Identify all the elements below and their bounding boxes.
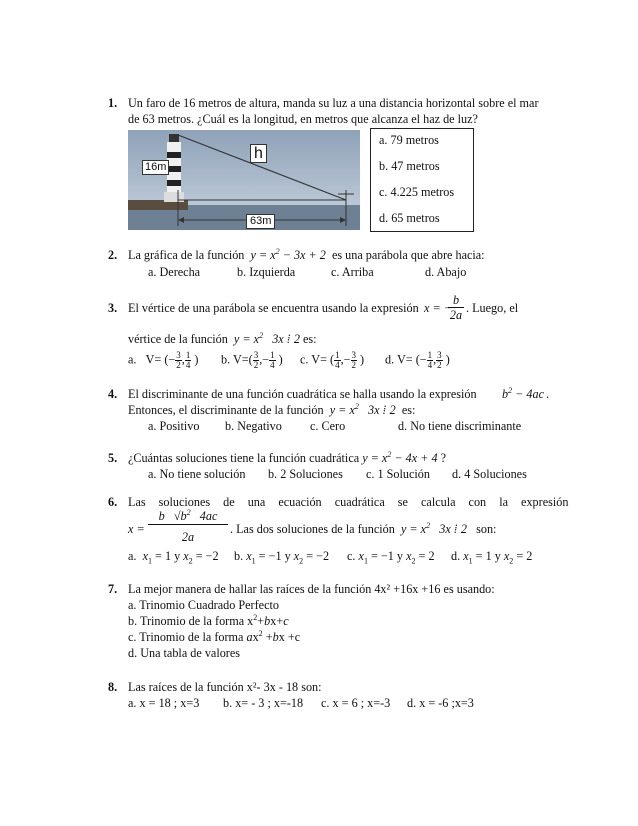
q5-option-b[interactable]: b. 2 Soluciones [268, 467, 343, 481]
q3-number: 3. [108, 301, 118, 315]
q8-option-b[interactable]: b. x= - 3 ; x=-18 [223, 696, 304, 710]
q1-option-a[interactable]: a. 79 metros [379, 133, 439, 147]
q5-option-d[interactable]: d. 4 Soluciones [452, 467, 527, 481]
q5-text-pre: ¿Cuántas soluciones tiene la función cuadrática [128, 451, 360, 465]
q5-number: 5. [108, 451, 118, 465]
q7-option-d[interactable]: d. Una tabla de valores [128, 646, 241, 660]
q3-frac-den: 2a [449, 308, 463, 322]
q6-option-d[interactable]: d. $x_1 = 1$ y $x_2 = 2$ [451, 549, 533, 566]
q6-formula-x: x = [128, 522, 145, 536]
q3-line2-post: es: [303, 332, 317, 346]
q7-option-a[interactable]: a. Trinomio Cuadrado Perfecto [128, 598, 279, 612]
q2-option-b[interactable]: b. Izquierda [237, 265, 296, 279]
q4-option-a[interactable]: a. Positivo [148, 419, 200, 433]
q3-text-pre: El vértice de una parábola se encuentra usando la expresión [128, 301, 419, 315]
q7-option-b[interactable]: b. Trinomio de la forma $x^2+bx+c$ [128, 612, 289, 628]
q3-option-d[interactable]: d. V= (− $\frac{1}{4}$ , $\frac{3}{2}$ ) [385, 350, 450, 370]
base-label: 63m [246, 214, 275, 229]
q1-option-b[interactable]: b. 47 metros [379, 159, 440, 173]
q5-function: $y = x^2 - 4x + 4$ [362, 449, 438, 465]
q1-number: 1. [108, 96, 118, 110]
q6-frac-den: 2a [181, 530, 195, 544]
q7-option-b-text: b. Trinomio de la forma x [128, 614, 254, 628]
lighthouse-diagram [128, 130, 360, 230]
q2-number: 2. [108, 248, 118, 262]
q8-text-line1: Las raíces de la función x²- 3x - 18 son: [128, 680, 322, 694]
q3-option-b[interactable]: b. V=( $\frac{3}{2}$ ,− $\frac{1}{4}$ ) [221, 350, 283, 370]
q4-line2 [128, 403, 415, 418]
q4-function: $y = x^2$ 3x ⁞ 2 [329, 401, 396, 417]
q3-formula: x = − [424, 301, 452, 315]
q5-text [128, 451, 446, 466]
q4-period: . [546, 387, 550, 401]
q6-option-c[interactable]: c. $x_1 = -1$ y $x_2 = 2$ [347, 549, 435, 566]
q3-option-c-letter: c. [300, 352, 309, 367]
q1-option-c[interactable]: c. 4.225 metros [379, 185, 455, 199]
q2-option-c[interactable]: c. Arriba [331, 265, 374, 279]
q6-function: $y = x^2$ 3x ⁞ 2 [400, 520, 467, 536]
q6-text-line1: Las soluciones de una ecuación cuadrática se calcula con la expresión [128, 495, 569, 509]
q1-text-line2: de 63 metros. ¿Cuál es la longitud, en metros que alcanza el haz de luz? [128, 112, 478, 126]
q4-option-c[interactable]: c. Cero [310, 419, 346, 433]
q2-text-post: es una parábola que abre hacia: [331, 248, 485, 262]
q3-text-post: . Luego, el [466, 301, 519, 315]
q3-frac-num: b [448, 293, 464, 308]
q4-number: 4. [108, 387, 118, 401]
q6-option-b[interactable]: b. $x_1 = -1$ y $x_2 = -2$ [234, 549, 330, 566]
q8-option-a[interactable]: a. x = 18 ; x=3 [128, 696, 200, 710]
q2-text-pre: La gráfica de la función [128, 248, 245, 262]
q6-frac-num: b $√b^2$ 4ac [148, 508, 228, 525]
q4-line2-pre: Entonces, el discriminante de la función [128, 403, 324, 417]
q3-line2 [128, 332, 317, 347]
q7-option-c-text: c. Trinomio de la forma [128, 630, 244, 644]
q3-line2-pre: vértice de la función [128, 332, 228, 346]
q5-option-c[interactable]: c. 1 Solución [366, 467, 430, 481]
q3-formula-fraction [448, 293, 464, 322]
q1-option-d[interactable]: d. 65 metros [379, 211, 440, 225]
height-label: 16m [142, 160, 169, 175]
q2-function: $y = x^2 - 3x + 2$ [250, 246, 326, 262]
q3-option-a-letter: a. [128, 352, 137, 367]
hypotenuse-label: h [250, 144, 267, 163]
q6-son: son: [476, 522, 497, 536]
q1-answer-box [370, 128, 474, 232]
q8-option-d[interactable]: d. x = -6 ;x=3 [407, 696, 474, 710]
q6-option-a[interactable]: a. $x_1 = 1$ y $x_2 = -2$ [128, 549, 219, 566]
q3-option-c[interactable]: c. V= ( $\frac{1}{4}$ ,− $\frac{3}{2}$ ) [300, 350, 365, 370]
q2-text [128, 248, 485, 263]
q2-option-d[interactable]: d. Abajo [425, 265, 467, 279]
q3-option-b-letter: b. [221, 352, 231, 367]
q7-text-line1: La mejor manera de hallar las raíces de la función 4x² +16x +16 es usando: [128, 582, 495, 596]
q6-mid [230, 522, 496, 537]
q2-option-a[interactable]: a. Derecha [148, 265, 201, 279]
q5-text-post: ? [440, 451, 447, 465]
q3-function: $y = x^2$ 3x ⁞ 2 [233, 330, 300, 346]
q6-formula-fraction [148, 508, 228, 545]
q4-text-line1: El discriminante de una función cuadrática se halla usando la expresión [128, 387, 477, 401]
lighthouse-figure [128, 130, 360, 230]
q1-text-line1: Un faro de 16 metros de altura, manda su luz a una distancia horizontal sobre el mar [128, 96, 539, 110]
q4-option-b[interactable]: b. Negativo [225, 419, 282, 433]
q4-line2-post: es: [401, 403, 416, 417]
q8-option-c[interactable]: c. x = 6 ; x=-3 [321, 696, 391, 710]
q5-option-a[interactable]: a. No tiene solución [148, 467, 246, 481]
q7-option-c[interactable]: c. Trinomio de la forma $ax^2 +bx +c$ [128, 628, 301, 644]
q8-number: 8. [108, 680, 118, 694]
q6-mid-text: . Las dos soluciones de la función [230, 522, 395, 536]
q3-option-d-letter: d. [385, 352, 395, 367]
q4-option-d[interactable]: d. No tiene discriminante [398, 419, 522, 433]
q4-formula: $b^2 - 4ac$ [502, 385, 545, 401]
q7-number: 7. [108, 582, 118, 596]
q3-option-a[interactable]: a. V= (− $\frac{3}{2}$ , $\frac{1}{4}$ ) [128, 350, 199, 370]
q6-number: 6. [108, 495, 118, 509]
